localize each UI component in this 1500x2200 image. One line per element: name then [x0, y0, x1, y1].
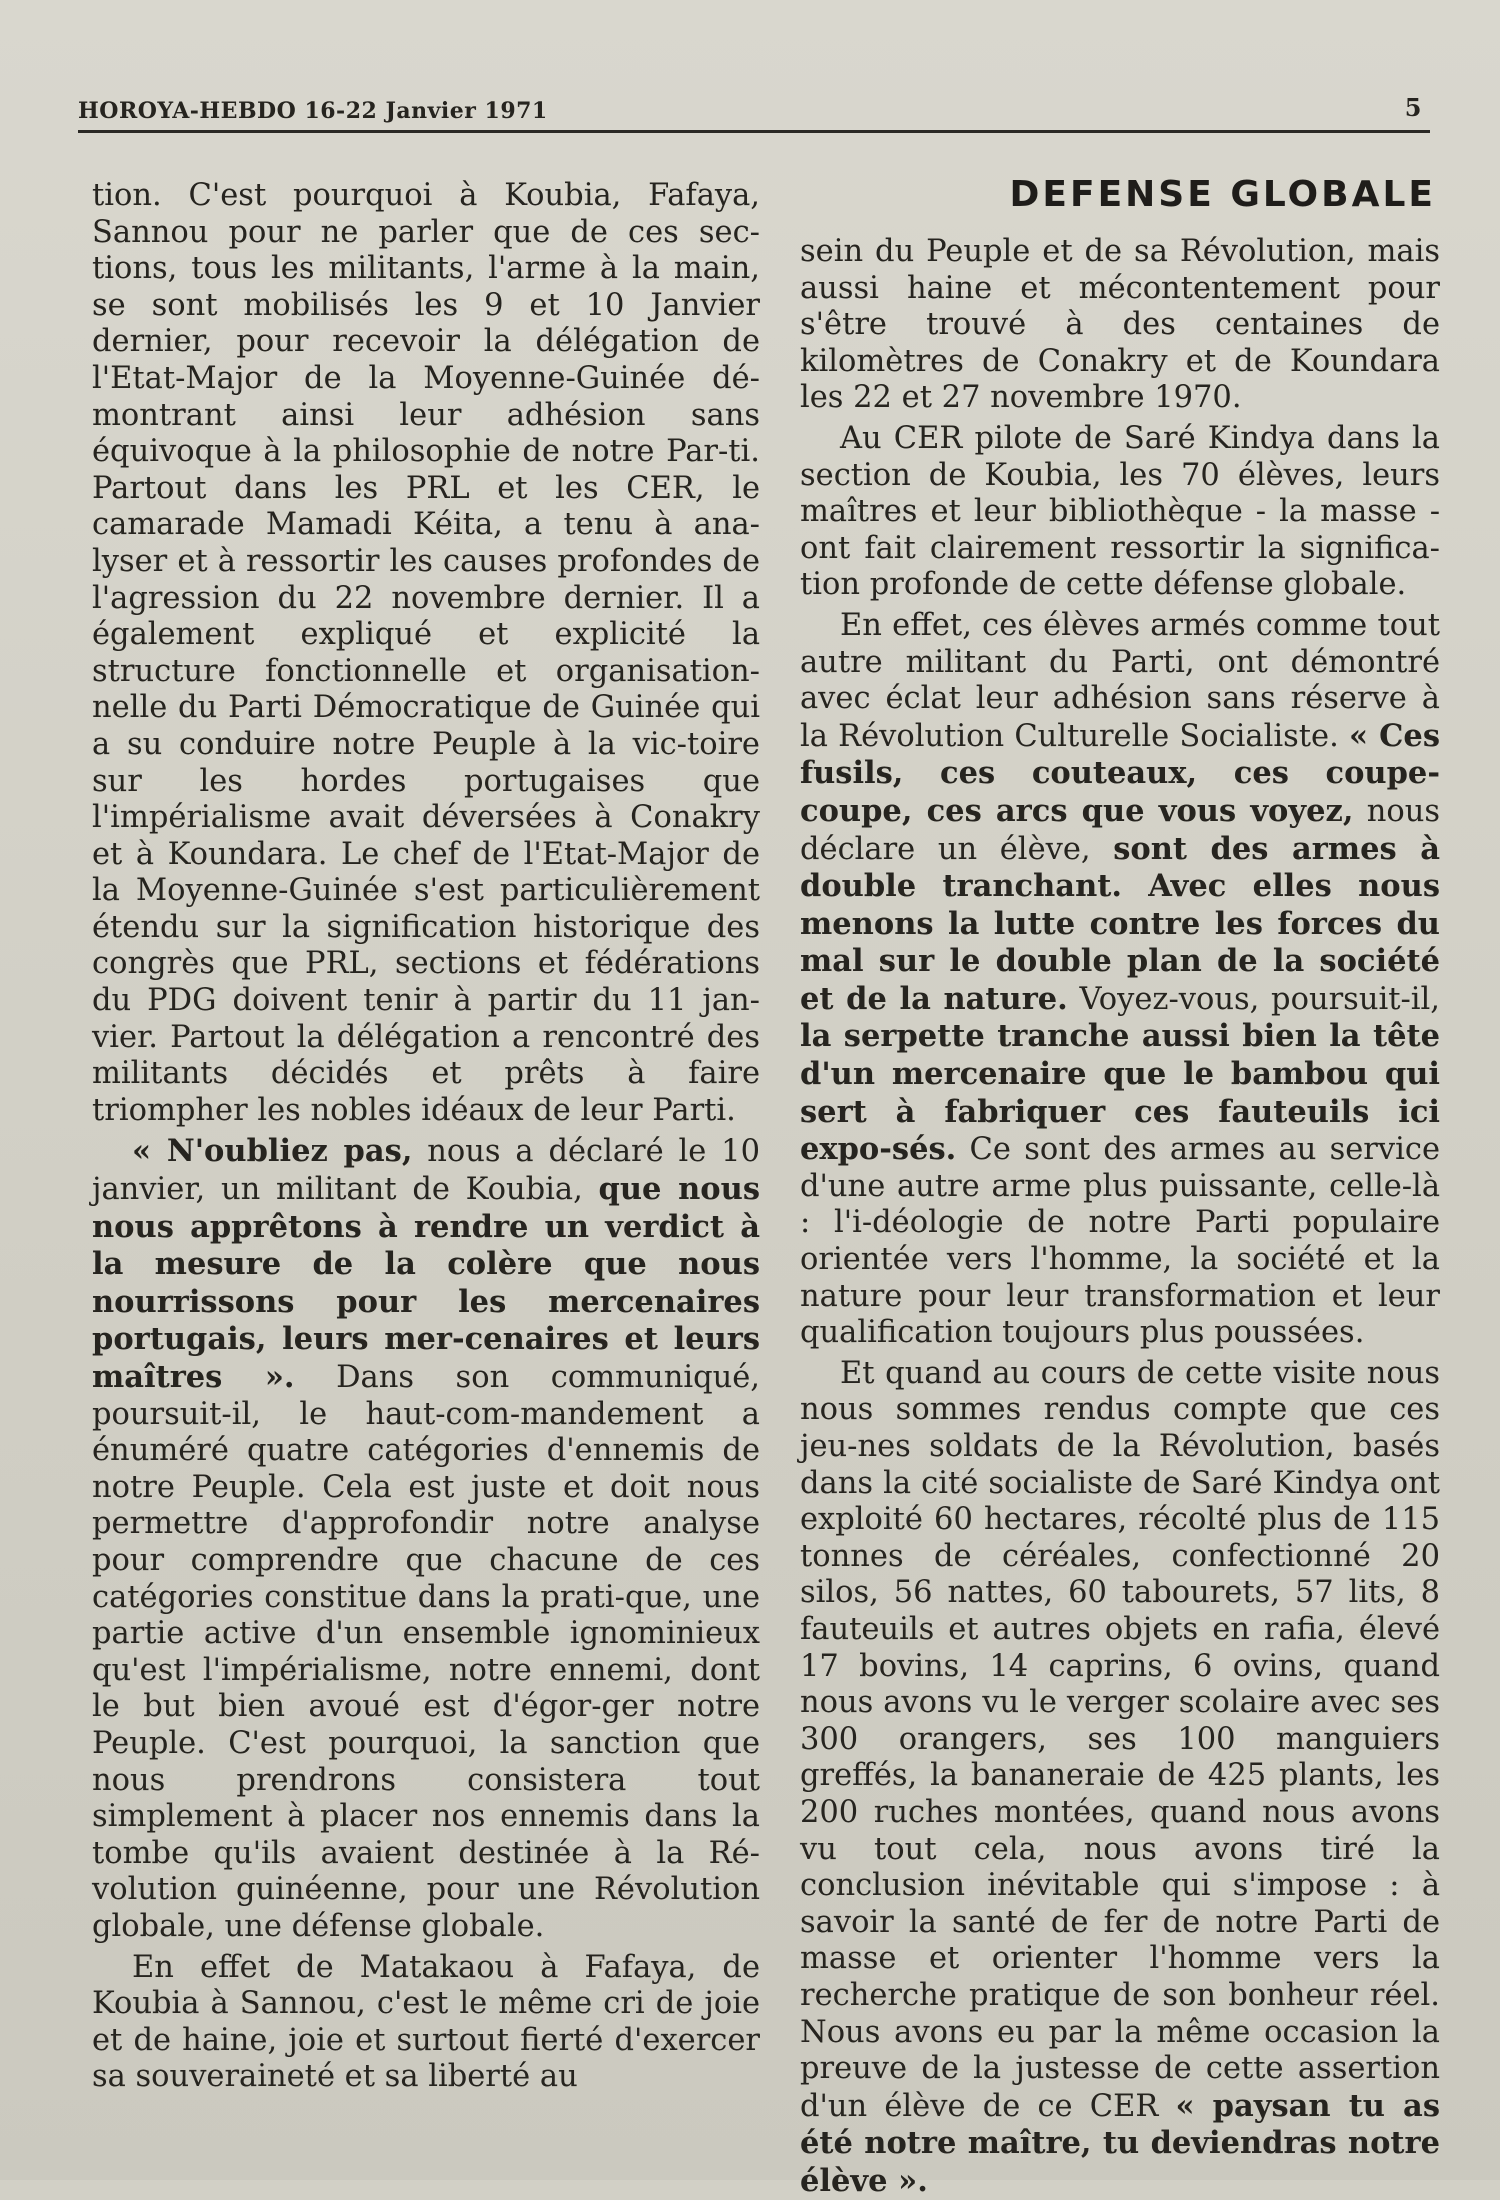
right-column	[800, 234, 1440, 2200]
left-column	[92, 178, 760, 2096]
paragraph-text: En effet, ces élèves armés comme tout autre militant du Parti, ont démontré avec éclat leur adhésion sans réserve à la Révolution Culturelle Socialiste.	[800, 607, 1440, 754]
page-number: 5	[1404, 93, 1422, 122]
quote-part-1: « Ces fusils, ces couteaux, ces coupe-coupe, ces arcs que vous voyez,	[800, 717, 1440, 829]
paragraph-text: Ce sont des armes au service d'une autre arme plus puissante, celle-là : l'i-déologie de notre Parti populaire orientée vers l'homme, la société et la nature pour leur transformation et leur qualification toujours plus poussées.	[800, 1132, 1440, 1351]
paragraph-text: nous déclare un élève,	[800, 793, 1440, 867]
quote-part-2: sont des armes à double tranchant. Avec elles nous menons la lutte contre les forces du mal sur le double plan de la société et de la nature.	[800, 830, 1440, 1017]
quote-attribution: nous a déclaré le 10 janvier, un militant de Koubia,	[92, 1134, 760, 1208]
publication-line: HOROYA-HEBDO 16-22 Janvier 1971	[78, 98, 548, 124]
section-title: DEFENSE GLOBALE	[1009, 174, 1436, 215]
paragraph-text: Et quand au cours de cette visite nous nous sommes rendus compte que ces jeu-nes soldats de la Révolution, basés dans la cité socialiste de Saré Kindya ont exploité 60 hectares, récolté plus de 115 tonnes de céréales, confectionné 20 silos, 56 nattes, 60 tabourets, 57 lits, 8 fauteuils et autres objets en rafia, élevé 17 bovins, 14 caprins, 6 ovins, quand nous avons vu le verger scolaire avec ses 300 orangers, ses 100 manguiers greffés, la bananeraie de 425 plants, les 200 ruches montées, quand nous avons vu tout cela, nous avons tiré la conclusion inévitable qui s'impose : à savoir la santé de fer de notre Parti de masse et orienter l'homme vers la recherche pratique de son bonheur réel. Nous avons eu par la même occasion la preuve de la justesse de cette assertion d'un élève de ce CER	[800, 1355, 1440, 2124]
quote-lead: « N'oubliez pas,	[132, 1133, 413, 1170]
quote-part-3: la serpette tranche aussi bien la tête d'un mercenaire que le bambou qui sert à fabriquer ces fauteuils ici expo-sés.	[800, 1018, 1440, 1168]
paragraph-text: Voyez-vous, poursuit-il,	[1067, 981, 1440, 1017]
left-paragraph-1: tion. C'est pourquoi à Koubia, Fafaya, Sannou pour ne parler que de ces sec-tions, tous les militants, l'arme à la main, se sont mobilisés les 9 et 10 Janvier dernier, pour recevoir la délégation de l'Etat-Major de la Moyenne-Guinée dé-montrant ainsi leur adhésion sans équivoque à la philosophie de notre Par-ti. Partout dans les PRL et les CER, le camarade Mamadi Kéita, a tenu à ana-lyser et à ressortir les causes profondes de l'agression du 22 novembre dernier. Il a également expliqué et explicité la structure fonctionnelle et organisation-nelle du Parti Démocratique de Guinée qui a su conduire notre Peuple à la vic-toire sur les hordes portugaises que l'impérialisme avait déversées à Conakry et à Koundara. Le chef de l'Etat-Major de la Moyenne-Guinée s'est particulièrement étendu sur la signification historique des congrès que PRL, sections et fédérations du PDG doivent tenir à partir du 11 jan-vier. Partout la délégation a rencontré des militants décidés et prêts à faire triompher les nobles idéaux de leur Parti.	[92, 178, 760, 1128]
page-header	[78, 94, 1430, 133]
left-paragraph-3: En effet de Matakaou à Fafaya, de Koubia à Sannou, c'est le même cri de joie et de haine, joie et surtout fierté d'exercer sa souveraineté et sa liberté au	[92, 1949, 760, 2095]
quote-body: que nous nous apprêtons à rendre un verdict à la mesure de la colère que nous nourrissons pour les mercenaires portugais, leurs mer-cenaires et leurs maîtres ».	[92, 1171, 760, 1395]
right-paragraph-3	[800, 608, 1440, 1352]
closing-quote: « paysan tu as été notre maître, tu deviendras notre élève ».	[800, 2087, 1440, 2199]
left-paragraph-2	[92, 1133, 760, 1945]
right-paragraph-1: sein du Peuple et de sa Révolution, mais aussi haine et mécontentement pour s'être trouvé à des centaines de kilomètres de Conakry et de Koundara les 22 et 27 novembre 1970.	[800, 234, 1440, 416]
right-paragraph-2: Au CER pilote de Saré Kindya dans la section de Koubia, les 70 élèves, leurs maîtres et leur bibliothèque - la masse - ont fait clairement ressortir la significa-tion profonde de cette défense globale.	[800, 420, 1440, 603]
right-paragraph-4	[800, 1356, 1440, 2200]
paragraph-continuation: Dans son communiqué, poursuit-il, le haut-com-mandement a énuméré quatre catégories d'ennemis de notre Peuple. Cela est juste et doit nous permettre d'approfondir notre analyse pour comprendre que chacune de ces catégories constitue dans la prati-que, une partie active d'un ensemble ignominieux qu'est l'impérialisme, notre ennemi, dont le but bien avoué est d'égor-ger notre Peuple. C'est pourquoi, la sanction que nous prendrons consistera tout simplement à placer nos ennemis dans la tombe qu'ils avaient destinée à la Ré-volution guinéenne, pour une Révolution globale, une défense globale.	[92, 1360, 760, 1944]
